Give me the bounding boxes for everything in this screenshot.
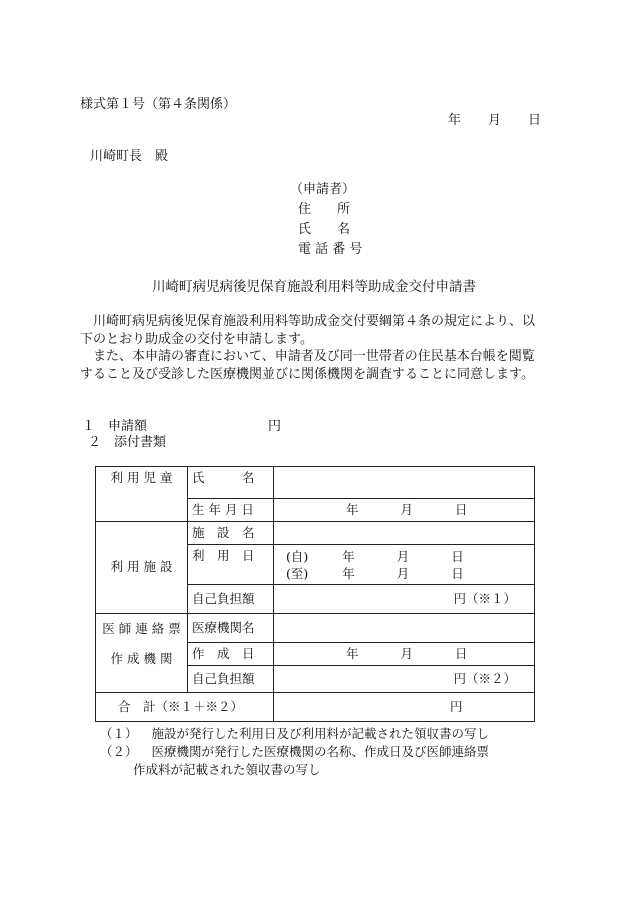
body-paragraph-2: また、本申請の審査において、申請者及び同一世帯者の住民基本台帳を閲覧すること及び受診した医療機関並びに関係機関を調査することに同意します。 (80, 349, 535, 382)
applicant-header: （申請者） (290, 182, 356, 197)
child-name-field[interactable] (274, 467, 535, 499)
applicant-phone-label: 電 話 番 号 (298, 242, 363, 257)
date-year-label: 年 (448, 113, 462, 128)
application-table (95, 466, 535, 722)
facility-name-label: 施 設 名 (188, 522, 274, 545)
facility-self-pay-label: 自己負担額 (188, 585, 274, 614)
doctor-self-pay-field[interactable]: 円（※２） (274, 666, 535, 693)
child-section-header: 利 用 児 童 (96, 467, 188, 522)
created-date-label: 作 成 日 (188, 643, 274, 666)
applicant-name-label: 氏 名 (298, 222, 351, 237)
usage-date-field[interactable]: (自) 年 月 日 (至) 年 月 日 (274, 545, 535, 585)
facility-section-header: 利 用 施 設 (96, 522, 188, 614)
institution-name-field[interactable] (274, 614, 535, 643)
note-1 (100, 726, 489, 743)
applicant-address-label: 住 所 (298, 202, 351, 217)
usage-date-label: 利 用 日 (188, 545, 274, 585)
date-day-label: 日 (528, 113, 542, 128)
note-1-number: （１） (100, 726, 138, 741)
doctor-section-header: 医 師 連 絡 票 作 成 機 関 (96, 614, 188, 693)
doctor-self-pay-label: 自己負担額 (188, 666, 274, 693)
institution-name-label: 医療機関名 (188, 614, 274, 643)
note-2-number: （２） (100, 744, 138, 759)
note-2 (100, 744, 489, 761)
created-date-field[interactable]: 年 月 日 (274, 643, 535, 666)
child-birth-field[interactable]: 年 月 日 (274, 499, 535, 522)
total-field[interactable]: 円 (274, 693, 535, 722)
document-title: 川崎町病児病後児保育施設利用料等助成金交付申請書 (152, 279, 476, 295)
item2-label: ２ 添付書類 (88, 435, 167, 450)
note-1-text: 施設が発行した利用日及び利用料が記載された領収書の写し (151, 726, 490, 741)
body-paragraph-1: 川崎町病児病後児保育施設利用料等助成金交付要綱第４条の規定により、以下のとおり助成金の交付を申請します。 (80, 314, 536, 347)
child-name-label: 氏 名 (188, 467, 274, 499)
note-2-continuation: 作成料が記載された領収書の写し (133, 762, 321, 777)
facility-name-field[interactable] (274, 522, 535, 545)
date-month-label: 月 (488, 113, 502, 128)
total-label: 合 計（※１＋※２） (96, 693, 274, 722)
form-number: 様式第１号（第４条関係） (80, 97, 237, 112)
facility-self-pay-field[interactable]: 円（※１） (274, 585, 535, 614)
note-2-text: 医療機関が発行した医療機関の名称、作成日及び医師連絡票 (151, 744, 490, 759)
item1-label: １ 申請額 (82, 419, 148, 434)
item1-unit: 円 (268, 419, 282, 434)
addressee: 川崎町長 殿 (90, 149, 169, 164)
child-birth-label: 生 年 月 日 (188, 499, 274, 522)
